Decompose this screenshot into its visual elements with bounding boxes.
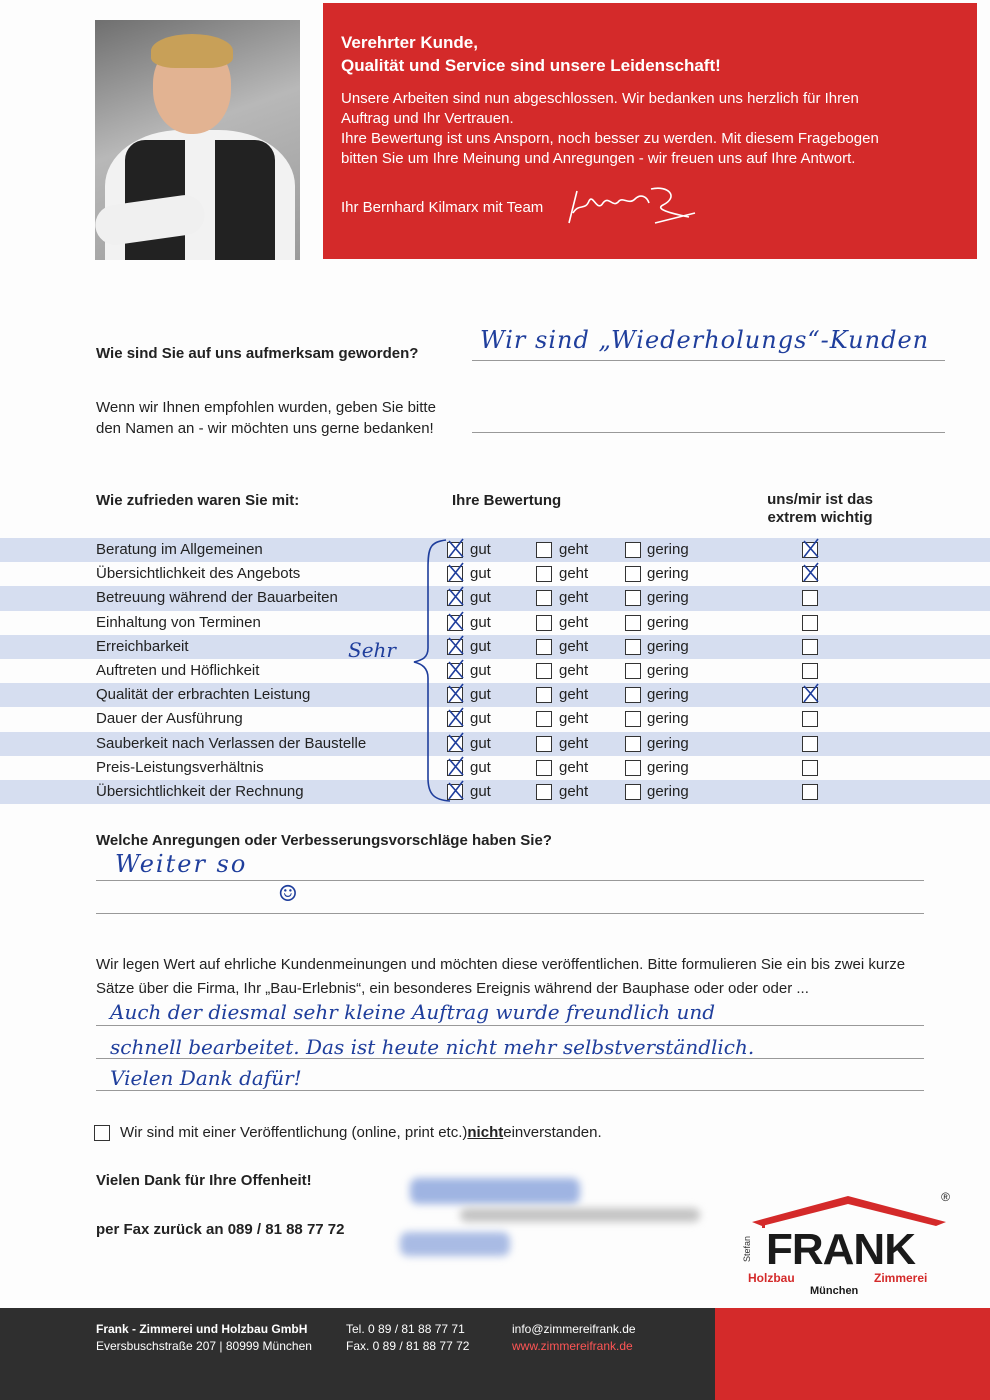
rating-low-checkbox[interactable] — [625, 784, 641, 800]
rating-option-label: geht — [559, 661, 589, 679]
rating-option-label: gut — [470, 661, 491, 679]
important-checkbox[interactable] — [802, 784, 818, 800]
signoff-line — [341, 183, 957, 231]
rating-ok-checkbox[interactable] — [536, 639, 552, 655]
testimonial-answer-line-1: Auch der diesmal sehr kleine Auftrag wurde freundlich und — [110, 1000, 716, 1024]
rating-row-label: Einhaltung von Terminen — [96, 613, 261, 631]
rating-low-checkbox[interactable] — [625, 639, 641, 655]
question-testimonial-label: Wir legen Wert auf ehrliche Kundenmeinungen und möchten diese veröffentlichen. Bitte formulieren Sie ein bis zwei kurze Sätze über die Firma, Ihr „Bau-Erlebnis“, ein besonderes Ereignis während der Bauphase oder oder oder ... — [96, 956, 906, 997]
rating-row — [0, 611, 990, 635]
rating-option-label: geht — [559, 710, 589, 728]
rating-ok-checkbox[interactable] — [536, 784, 552, 800]
rating-option-label: gering — [647, 686, 689, 704]
signoff-text: Ihr Bernhard Kilmarx mit Team — [341, 198, 544, 216]
rating-option-label: geht — [559, 758, 589, 776]
important-checkbox[interactable] — [802, 639, 818, 655]
heading-important-line-2: extrem wichtig — [767, 509, 873, 526]
rating-low-checkbox[interactable] — [625, 663, 641, 679]
important-checkbox[interactable] — [802, 760, 818, 776]
heading-satisfied: Wie zufrieden waren Sie mit: — [96, 492, 300, 509]
testimonial-line-1[interactable] — [96, 1025, 924, 1026]
closing-fax: per Fax zurück an 089 / 81 88 77 72 — [96, 1221, 345, 1238]
rating-option-label: geht — [559, 637, 589, 655]
rating-row-label: Erreichbarkeit — [96, 637, 189, 655]
important-checkbox[interactable] — [802, 663, 818, 679]
rating-option-label: geht — [559, 589, 589, 607]
registered-mark: ® — [941, 1190, 950, 1204]
rating-low-checkbox[interactable] — [625, 711, 641, 727]
rating-option-label: gering — [647, 710, 689, 728]
greeting-box — [323, 3, 977, 259]
greeting-line-2: Qualität und Service sind unsere Leidenschaft! — [341, 56, 721, 75]
important-checkbox[interactable] — [802, 687, 818, 703]
intro-line-2: Auftrag und Ihr Vertrauen. — [341, 110, 514, 127]
rating-row-label: Übersichtlichkeit des Angebots — [96, 565, 301, 583]
intro-line-4: bitten Sie um Ihre Meinung und Anregungen - wir freuen uns auf Ihre Antwort. — [341, 150, 856, 167]
rating-table — [0, 538, 990, 804]
rating-row-label: Preis-Leistungsverhältnis — [96, 758, 264, 776]
rating-row — [0, 683, 990, 707]
consent-checkbox[interactable] — [94, 1125, 110, 1141]
rating-option-label: gut — [470, 686, 491, 704]
important-checkbox[interactable] — [802, 590, 818, 606]
rating-option-label: gut — [470, 782, 491, 800]
rating-low-checkbox[interactable] — [625, 615, 641, 631]
suggestions-line-2[interactable] — [96, 913, 924, 914]
rating-row-label: Dauer der Ausführung — [96, 710, 243, 728]
footer-company: Frank - Zimmerei und Holzbau GmbH — [96, 1322, 308, 1336]
intro-line-3: Ihre Bewertung ist uns Ansporn, noch besser zu werden. Mit diesem Fragebogen — [341, 130, 879, 147]
important-checkbox[interactable] — [802, 566, 818, 582]
important-checkbox[interactable] — [802, 615, 818, 631]
greeting-line-1: Verehrter Kunde, — [341, 33, 478, 52]
question-source-answer: Wir sind „Wiederholungs“-Kunden — [480, 326, 930, 354]
rating-option-label: geht — [559, 686, 589, 704]
rating-ok-checkbox[interactable] — [536, 736, 552, 752]
consent-text-before: Wir sind mit einer Veröffentlichung (online, print etc.) — [120, 1124, 468, 1141]
rating-row-label: Beratung im Allgemeinen — [96, 541, 263, 558]
rating-option-label: gut — [470, 565, 491, 583]
rating-ok-checkbox[interactable] — [536, 760, 552, 776]
redacted-customer-signature — [400, 1170, 710, 1270]
rating-ok-checkbox[interactable] — [536, 711, 552, 727]
rating-option-label: gut — [470, 637, 491, 655]
question-referral-line-1: Wenn wir Ihnen empfohlen wurden, geben Sie bitte — [96, 399, 436, 416]
rating-option-label: gering — [647, 758, 689, 776]
rating-option-label: gut — [470, 613, 491, 631]
question-source-label: Wie sind Sie auf uns aufmerksam geworden? — [96, 345, 419, 362]
company-logo — [740, 1190, 952, 1296]
rating-row-label: Übersichtlichkeit der Rechnung — [96, 782, 304, 800]
handwritten-note: Sehr — [348, 638, 396, 662]
rating-low-checkbox[interactable] — [625, 590, 641, 606]
heading-important-line-1: uns/mir ist das — [767, 491, 873, 508]
footer-fax: Fax. 0 89 / 81 88 77 72 — [346, 1339, 470, 1353]
rating-low-checkbox[interactable] — [625, 542, 641, 558]
rating-ok-checkbox[interactable] — [536, 663, 552, 679]
question-referral-field[interactable] — [472, 432, 945, 433]
rating-row — [0, 659, 990, 683]
suggestions-line-1[interactable] — [96, 880, 924, 881]
rating-row-label: Sauberkeit nach Verlassen der Baustelle — [96, 734, 367, 752]
intro-line-1: Unsere Arbeiten sind nun abgeschlossen. Wir bedanken uns herzlich für Ihren — [341, 90, 859, 107]
footer-address: Eversbuschstraße 207 | 80999 München — [96, 1339, 312, 1353]
testimonial-line-3[interactable] — [96, 1090, 924, 1091]
rating-option-label: gering — [647, 782, 689, 800]
rating-row — [0, 538, 990, 562]
logo-right: Zimmerei — [874, 1271, 928, 1285]
consent-text-after: einverstanden. — [503, 1124, 602, 1141]
rating-option-label: geht — [559, 613, 589, 631]
rating-option-label: gering — [647, 613, 689, 631]
footer — [0, 1308, 990, 1400]
question-suggestions-answer: Weiter so — [115, 850, 248, 878]
rating-row — [0, 562, 990, 586]
rating-option-label: gering — [647, 541, 689, 558]
rating-option-label: gut — [470, 734, 491, 752]
rating-option-label: gut — [470, 541, 491, 558]
footer-tel: Tel. 0 89 / 81 88 77 71 — [346, 1322, 465, 1336]
closing-thanks: Vielen Dank für Ihre Offenheit! — [96, 1172, 312, 1189]
rating-option-label: gering — [647, 589, 689, 607]
important-checkbox[interactable] — [802, 736, 818, 752]
question-referral-line-2: den Namen an - wir möchten uns gerne bedanken! — [96, 420, 434, 437]
logo-name: FRANK — [766, 1225, 915, 1274]
rating-low-checkbox[interactable] — [625, 760, 641, 776]
rating-option-label: gering — [647, 565, 689, 583]
rating-row — [0, 732, 990, 756]
rating-option-label: gut — [470, 589, 491, 607]
rating-option-label: geht — [559, 541, 589, 558]
rating-option-label: gering — [647, 661, 689, 679]
rating-row-label: Qualität der erbrachten Leistung — [96, 686, 311, 704]
rating-option-label: gut — [470, 710, 491, 728]
rating-option-label: gut — [470, 758, 491, 776]
question-source-line[interactable] — [472, 360, 945, 361]
heading-important — [752, 491, 888, 527]
logo-mark — [740, 1196, 952, 1296]
logo-left: Holzbau — [748, 1271, 795, 1285]
rating-option-label: gering — [647, 734, 689, 752]
important-checkbox[interactable] — [802, 711, 818, 727]
handwritten-brace — [410, 538, 450, 803]
footer-website[interactable]: www.zimmereifrank.de — [512, 1339, 633, 1353]
testimonial-line-2[interactable] — [96, 1058, 924, 1059]
rating-ok-checkbox[interactable] — [536, 542, 552, 558]
logo-small: Stefan — [742, 1235, 752, 1262]
rating-option-label: geht — [559, 565, 589, 583]
rating-row-label: Auftreten und Höflichkeit — [96, 661, 260, 679]
important-checkbox[interactable] — [802, 542, 818, 558]
handwritten-signature — [559, 183, 699, 231]
rating-low-checkbox[interactable] — [625, 736, 641, 752]
rating-option-label: geht — [559, 734, 589, 752]
rating-row — [0, 756, 990, 780]
rating-ok-checkbox[interactable] — [536, 615, 552, 631]
footer-email[interactable]: info@zimmereifrank.de — [512, 1322, 636, 1336]
rating-low-checkbox[interactable] — [625, 566, 641, 582]
testimonial-answer-line-2: schnell bearbeitet. Das ist heute nicht mehr selbstverständlich. — [110, 1035, 755, 1059]
rating-row-label: Betreuung während der Bauarbeiten — [96, 589, 338, 607]
consent-row — [94, 1124, 602, 1141]
rating-option-label: geht — [559, 782, 589, 800]
rating-ok-checkbox[interactable] — [536, 590, 552, 606]
portrait-photo — [95, 20, 300, 260]
consent-emphasis: nicht — [467, 1124, 504, 1141]
rating-ok-checkbox[interactable] — [536, 566, 552, 582]
rating-ok-checkbox[interactable] — [536, 687, 552, 703]
smiley-icon: ☺ — [278, 882, 298, 907]
logo-city: München — [810, 1285, 859, 1296]
rating-row — [0, 635, 990, 659]
rating-row — [0, 780, 990, 804]
heading-rating: Ihre Bewertung — [452, 492, 562, 509]
question-suggestions-label: Welche Anregungen oder Verbesserungsvorschläge haben Sie? — [96, 832, 552, 849]
question-referral-label — [96, 397, 436, 439]
rating-row — [0, 586, 990, 610]
rating-low-checkbox[interactable] — [625, 687, 641, 703]
rating-option-label: gering — [647, 637, 689, 655]
testimonial-answer-line-3: Vielen Dank dafür! — [110, 1066, 302, 1090]
rating-row — [0, 707, 990, 731]
